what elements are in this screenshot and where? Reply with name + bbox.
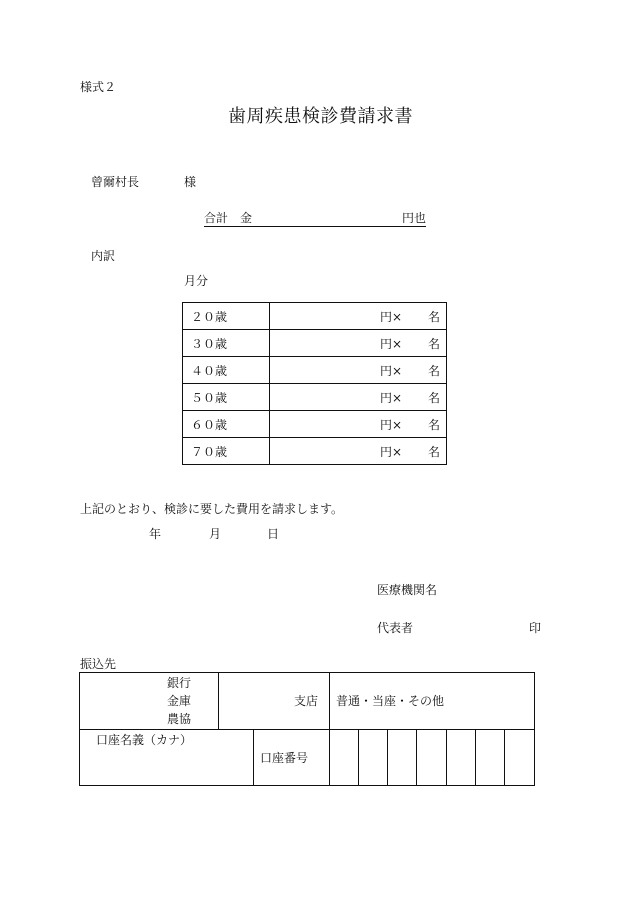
count-unit: 名 (428, 364, 441, 378)
digit-divider (358, 729, 359, 786)
request-statement: 上記のとおり、検診に要した費用を請求します。 (80, 502, 344, 516)
addressee: 曾爾村長 (91, 175, 140, 189)
table-row (183, 438, 447, 465)
age-label: ３０歳 (183, 330, 270, 357)
table-divider (79, 729, 535, 730)
branch-label: 支店 (294, 694, 319, 708)
yen-times: 円× (380, 445, 403, 459)
total-label: 合計 金 (204, 211, 253, 225)
age-breakdown-table (182, 302, 447, 465)
bank-type-agri: 農協 (167, 712, 192, 726)
table-divider (218, 672, 219, 729)
breakdown-label: 内訳 (91, 249, 116, 263)
date-year-label: 年 (149, 527, 162, 541)
age-label: ７０歳 (183, 438, 270, 465)
honorific: 様 (184, 175, 197, 189)
institution-label: 医療機関名 (377, 583, 438, 597)
total-amount-line (204, 211, 426, 227)
age-label: ５０歳 (183, 384, 270, 411)
amount-cell[interactable] (270, 384, 447, 411)
yen-times: 円× (380, 337, 403, 351)
month-label: 月分 (184, 274, 209, 288)
digit-divider (504, 729, 505, 786)
form-code: 様式２ (80, 80, 117, 94)
account-type-options: 普通・当座・その他 (336, 694, 445, 708)
document-title: 歯周疾患検診費請求書 (228, 106, 413, 127)
digit-divider (446, 729, 447, 786)
count-unit: 名 (428, 310, 441, 324)
digit-divider (416, 729, 417, 786)
yen-times: 円× (380, 418, 403, 432)
yen-times: 円× (380, 310, 403, 324)
transfer-destination-label: 振込先 (80, 657, 117, 671)
digit-divider (475, 729, 476, 786)
amount-cell[interactable] (270, 438, 447, 465)
table-row (183, 384, 447, 411)
seal-label: 印 (529, 621, 542, 635)
age-label: ２０歳 (183, 303, 270, 330)
table-divider (329, 672, 330, 786)
account-holder-label: 口座名義（カナ） (96, 733, 193, 747)
count-unit: 名 (428, 337, 441, 351)
yen-times: 円× (380, 364, 403, 378)
digit-divider (387, 729, 388, 786)
table-divider (253, 729, 254, 786)
account-number-label: 口座番号 (260, 751, 309, 765)
table-row (183, 303, 447, 330)
bank-type-credit: 金庫 (167, 694, 192, 708)
count-unit: 名 (428, 418, 441, 432)
date-month-label: 月 (209, 527, 222, 541)
amount-cell[interactable] (270, 330, 447, 357)
date-day-label: 日 (267, 527, 280, 541)
age-label: ６０歳 (183, 411, 270, 438)
table-row (183, 330, 447, 357)
amount-cell[interactable] (270, 303, 447, 330)
amount-cell[interactable] (270, 411, 447, 438)
count-unit: 名 (428, 445, 441, 459)
table-row (183, 357, 447, 384)
total-unit: 円也 (401, 211, 426, 225)
yen-times: 円× (380, 391, 403, 405)
count-unit: 名 (428, 391, 441, 405)
table-row (183, 411, 447, 438)
amount-cell[interactable] (270, 357, 447, 384)
bank-type-bank: 銀行 (167, 676, 192, 690)
age-label: ４０歳 (183, 357, 270, 384)
representative-label: 代表者 (377, 621, 414, 635)
